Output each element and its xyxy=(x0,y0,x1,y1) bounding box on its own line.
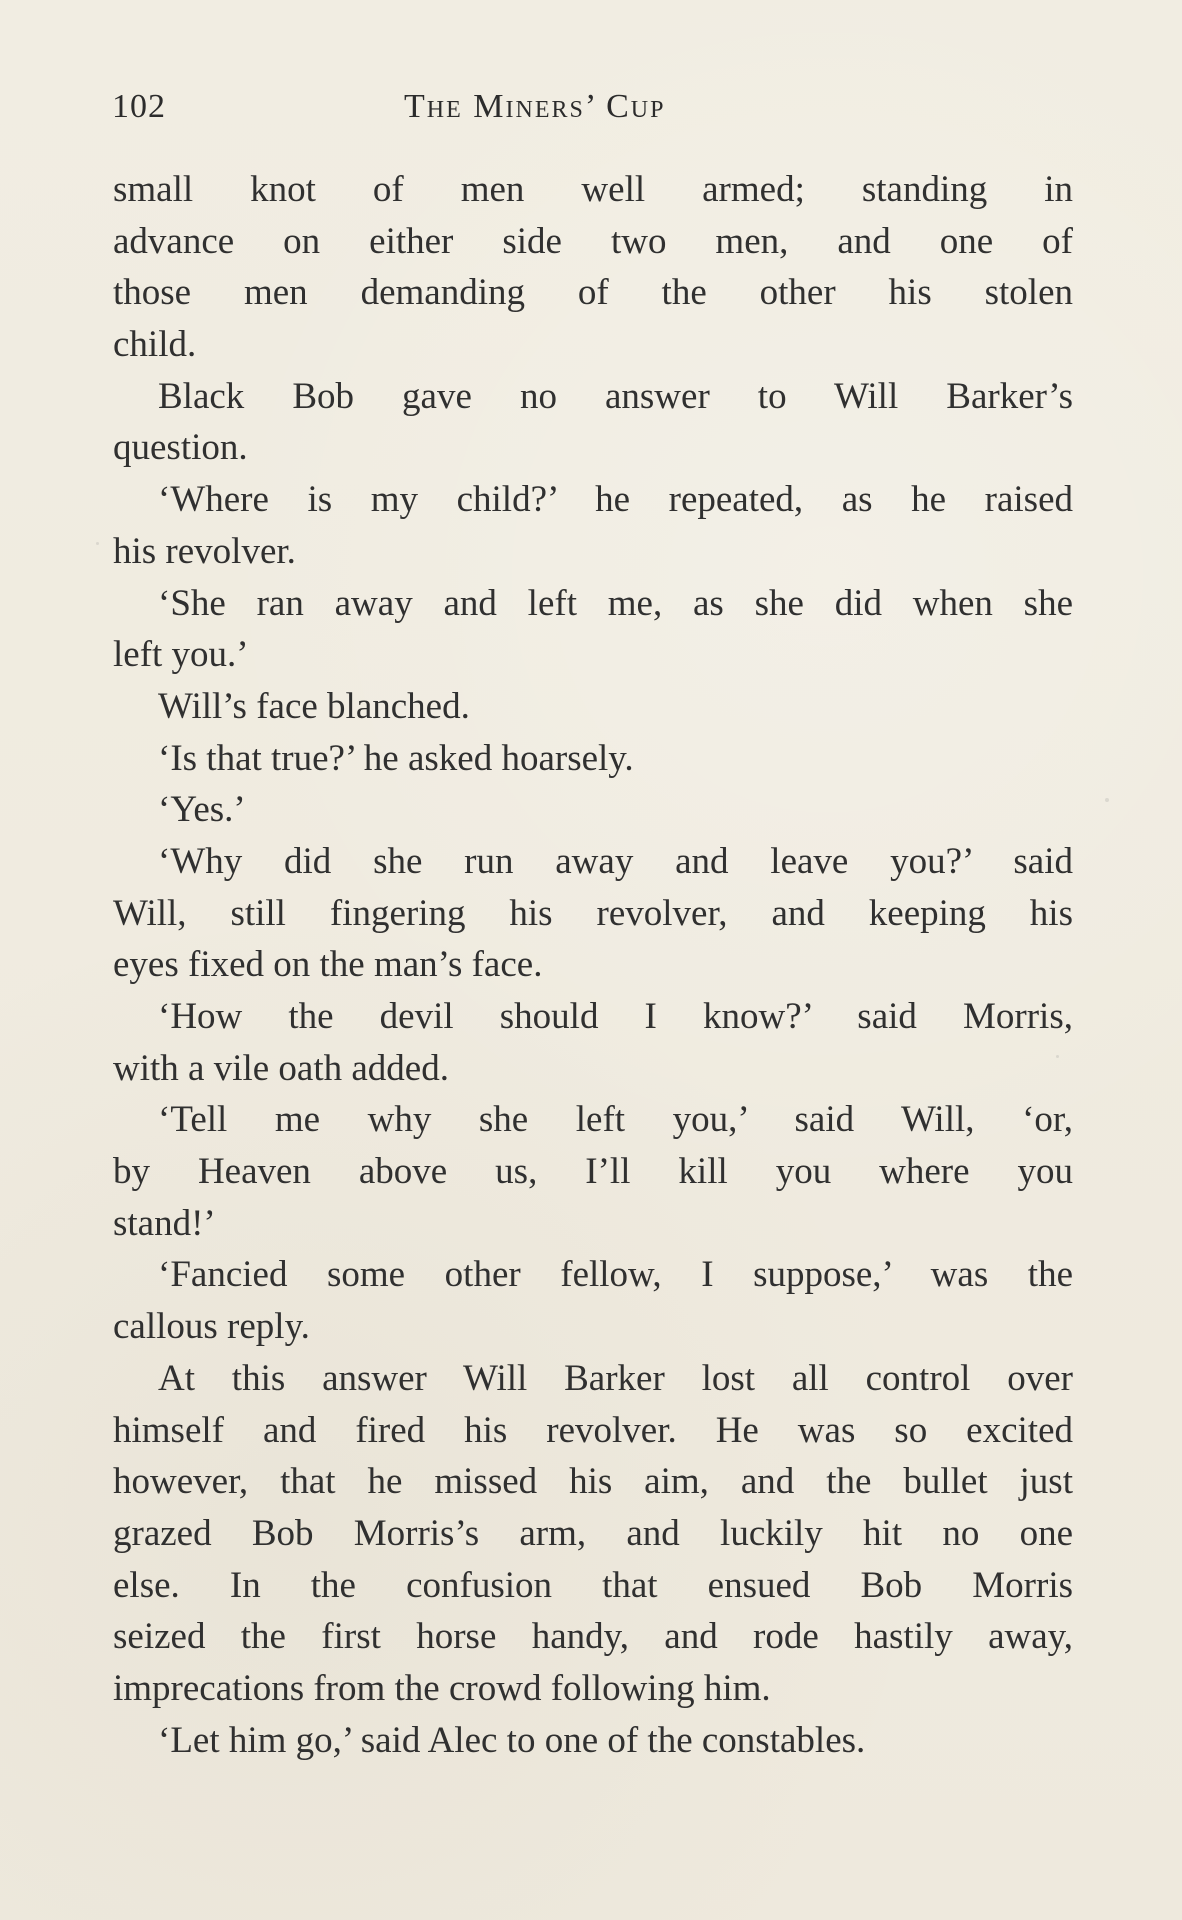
text-line-5: Black Bob gave no answer to Will Barker’s xyxy=(158,375,1073,417)
paper-speckle-3 xyxy=(1056,1055,1059,1058)
text-line-3: those men demanding of the other his stolen xyxy=(113,272,1073,314)
text-line-6: question. xyxy=(113,427,248,469)
page-header xyxy=(112,88,1072,138)
text-line-27: grazed Bob Morris’s arm, and luckily hit no one xyxy=(113,1512,1073,1554)
text-line-16: eyes fixed on the man’s face. xyxy=(113,944,543,986)
text-line-4: child. xyxy=(113,324,197,366)
text-line-2: advance on either side two men, and one of xyxy=(113,220,1073,262)
text-line-30: imprecations from the crowd following him. xyxy=(113,1667,771,1709)
text-line-17: ‘How the devil should I know?’ said Morris, xyxy=(158,996,1073,1037)
body-text xyxy=(113,164,1073,1766)
text-line-19: ‘Tell me why she left you,’ said Will, ‘or, xyxy=(158,1099,1073,1141)
text-line-23: callous reply. xyxy=(113,1306,310,1348)
text-line-1: small knot of men well armed; standing in xyxy=(113,169,1073,210)
text-line-8: his revolver. xyxy=(113,530,296,572)
text-line-21: stand!’ xyxy=(113,1202,216,1244)
text-line-25: himself and fired his revolver. He was so excited xyxy=(113,1409,1073,1451)
text-line-9: ‘She ran away and left me, as she did when she xyxy=(158,582,1073,624)
text-line-13: ‘Yes.’ xyxy=(158,789,246,831)
text-line-20: by Heaven above us, I’ll kill you where you xyxy=(113,1151,1073,1193)
text-line-31: ‘Let him go,’ said Alec to one of the constables. xyxy=(158,1719,866,1761)
text-line-15: Will, still fingering his revolver, and keeping his xyxy=(113,892,1073,934)
text-line-28: else. In the confusion that ensued Bob Morris xyxy=(113,1564,1073,1606)
paper-speckle-1 xyxy=(1105,798,1109,802)
text-line-7: ‘Where is my child?’ he repeated, as he raised xyxy=(158,479,1073,521)
text-line-14: ‘Why did she run away and leave you?’ said xyxy=(158,840,1073,882)
text-line-22: ‘Fancied some other fellow, I suppose,’ was the xyxy=(158,1254,1073,1296)
text-line-18: with a vile oath added. xyxy=(113,1047,449,1089)
text-line-29: seized the first horse handy, and rode hastily away, xyxy=(113,1616,1073,1658)
text-line-26: however, that he missed his aim, and the bullet just xyxy=(113,1461,1073,1503)
text-line-11: Will’s face blanched. xyxy=(158,685,470,727)
text-line-12: ‘Is that true?’ he asked hoarsely. xyxy=(158,737,634,779)
page-number: 102 xyxy=(112,88,166,125)
text-line-24: At this answer Will Barker lost all control over xyxy=(158,1357,1073,1399)
paper-speckle-2 xyxy=(96,542,99,545)
running-title: The Miners’ Cup xyxy=(404,88,666,125)
text-line-10: left you.’ xyxy=(113,634,249,676)
